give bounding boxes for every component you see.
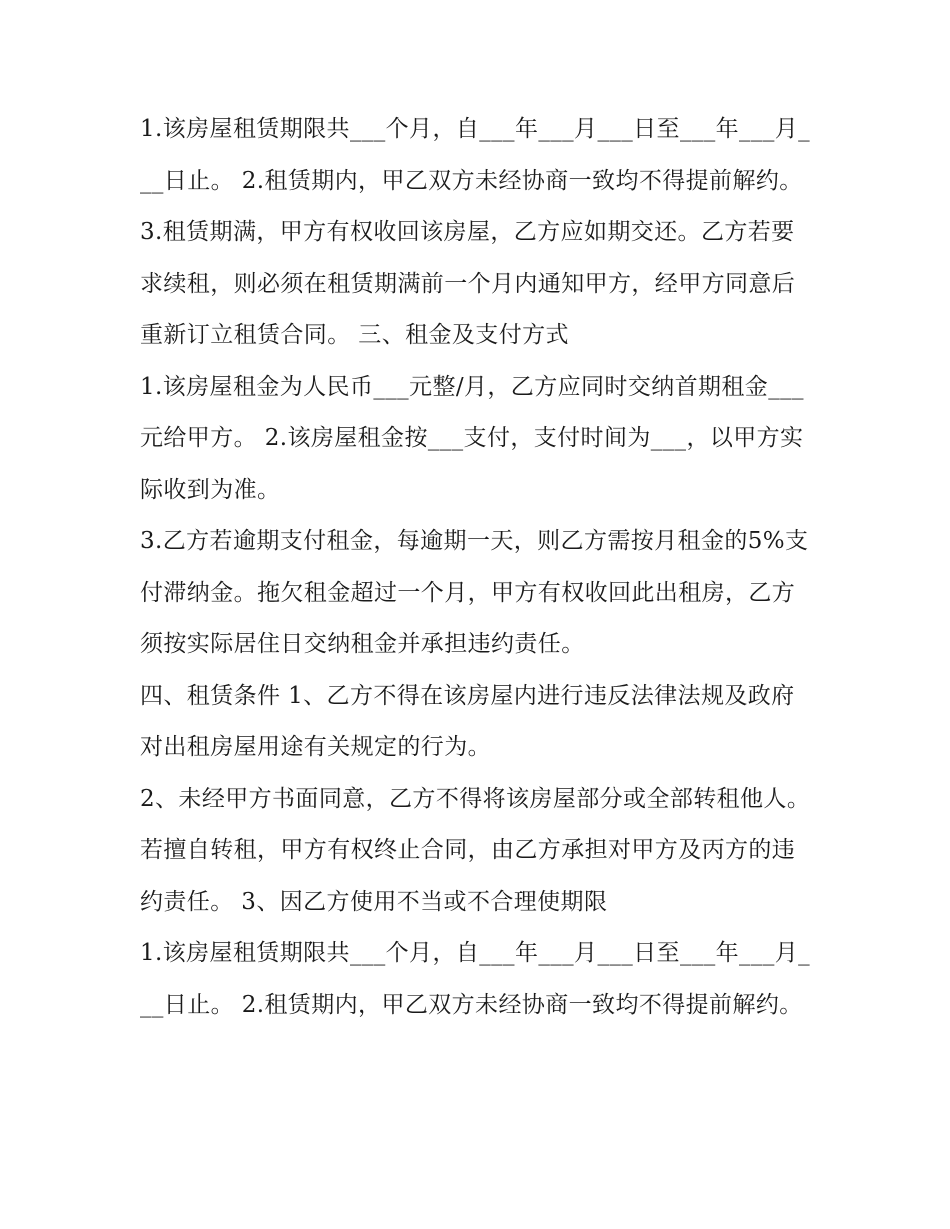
paragraph-rent-amount: 1.该房屋租金为人民币___元整/月，乙方应同时交纳首期租金___元给甲方。 2.该房屋租金按___支付，支付时间为___，以甲方实际收到为准。 <box>140 373 804 503</box>
paragraph-lease-expiry: 3.租赁期满，甲方有权收回该房屋，乙方应如期交还。乙方若要求续租，则必须在租赁期满前一个月内通知甲方，经甲方同意后重新订立租赁合同。 三、租金及支付方式 <box>140 219 796 348</box>
paragraph-sublease: 2、未经甲方书面同意，乙方不得将该房屋部分或全部转租他人。若擅自转租，甲方有权终止合同，由乙方承担对甲方及丙方的违约责任。 3、因乙方使用不当或不合理使期限 <box>140 785 811 915</box>
paragraph-lease-conditions: 四、租赁条件 1、乙方不得在该房屋内进行违反法律法规及政府对出租房屋用途有关规定的行为。 <box>140 682 795 760</box>
paragraph-lease-term: 1.该房屋租赁期限共___个月，自___年___月___日至___年___月___日止。 2.租赁期内，甲乙双方未经协商一致均不得提前解约。 <box>140 116 811 194</box>
paragraph-late-fee: 3.乙方若逾期支付租金，每逾期一天，则乙方需按月租金的5%支付滞纳金。拖欠租金超过一个月，甲方有权收回此出租房，乙方须按实际居住日交纳租金并承担违约责任。 <box>140 528 809 657</box>
document-page <box>140 104 812 1031</box>
paragraph-lease-term-repeat: 1.该房屋租赁期限共___个月，自___年___月___日至___年___月___日止。 2.租赁期内，甲乙双方未经协商一致均不得提前解约。 <box>140 940 811 1018</box>
